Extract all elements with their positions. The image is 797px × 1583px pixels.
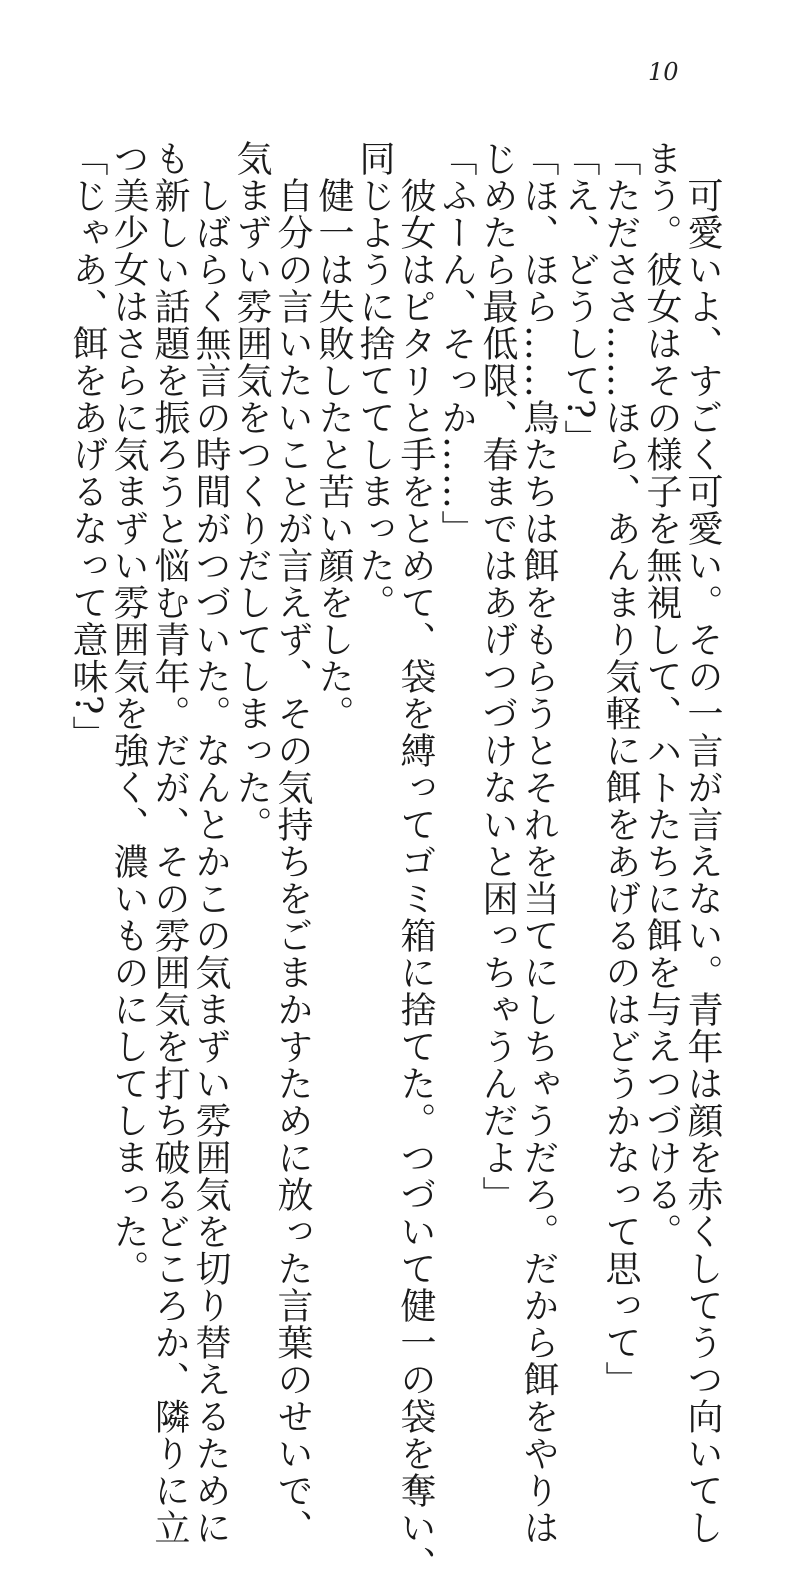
text-line: しばらく無言の時間がつづいた。なんとかこの気まずい雰囲気を切り替えるために (190, 140, 231, 1546)
text-line: 彼女はピタリと手をとめて、袋を縛ってゴミ箱に捨てた。つづいて健一の袋を奪い、 (395, 140, 436, 1583)
text-line: 健一は失敗したと苦い顔をした。 (313, 140, 354, 732)
text-line: 「ただささ……ほら、あんまり気軽に餌をあげるのはどうかなって思って」 (600, 140, 641, 1398)
text-line: 「ほ、ほら……鳥たちは餌をもらうとそれを当てにしちゃうだろ。だから餌をやりは (518, 140, 559, 1546)
text-line: 「じゃあ、餌をあげるなって意味?」 (67, 140, 108, 753)
text-line: 同じように捨ててしまった。 (354, 140, 395, 621)
text-line: 自分の言いたいことが言えず、その気持ちをごまかすために放った言葉のせいで、 (272, 140, 313, 1546)
text-line: も新しい話題を振ろうと悩む青年。だが、その雰囲気を打ち破るどころか、隣りに立 (149, 140, 190, 1546)
text-line: 可愛いよ、すごく可愛い。その一言が言えない。青年は顔を赤くしてうつ向いてし (682, 140, 723, 1546)
vertical-text-body (67, 140, 723, 1583)
text-line: 「ふーん、そっか……」 (436, 140, 477, 547)
text-line: つ美少女はさらに気まずい雰囲気を強く、濃いものにしてしまった。 (108, 140, 149, 1287)
text-line: 「え、どうして?」 (559, 140, 600, 457)
page-number: 10 (648, 58, 679, 86)
text-line: じめたら最低限、春まではあげつづけないと困っちゃうんだよ」 (477, 140, 518, 1213)
text-line: 気まずい雰囲気をつくりだしてしまった。 (231, 140, 272, 843)
text-line: まう。彼女はその様子を無視して、ハトたちに餌を与えつづける。 (641, 140, 682, 1250)
